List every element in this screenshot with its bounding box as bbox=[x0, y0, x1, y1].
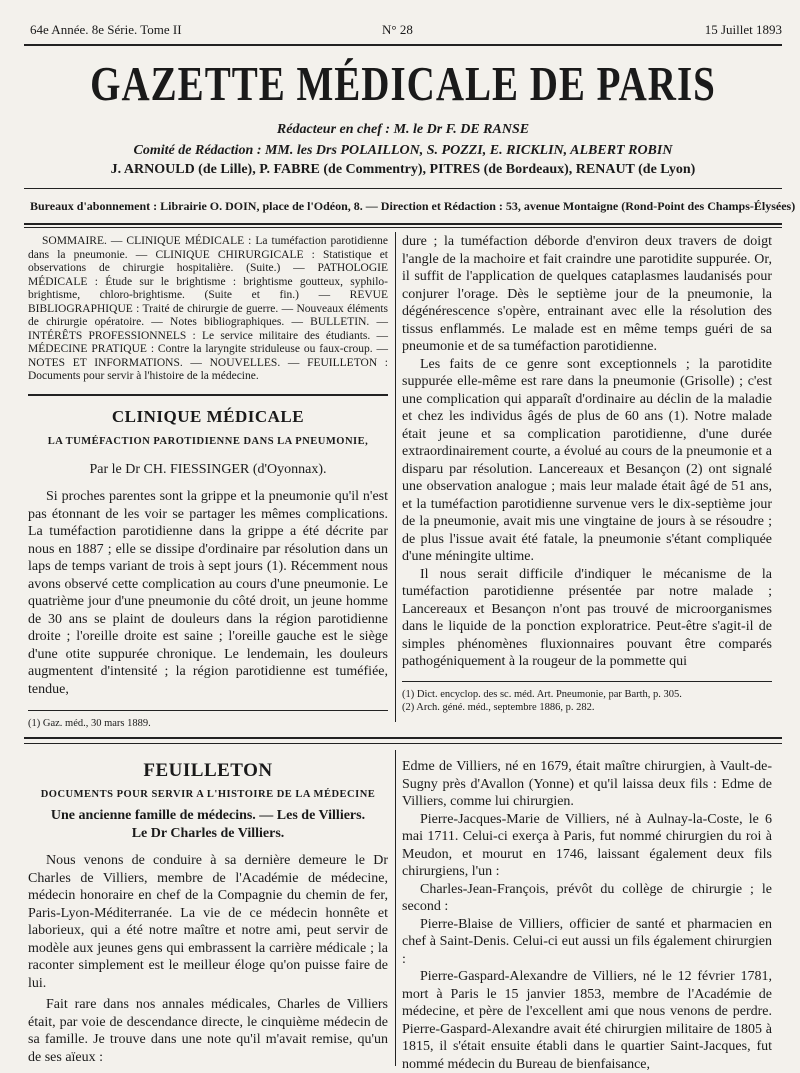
sommaire-rule bbox=[28, 394, 388, 396]
issue-number: N° 28 bbox=[382, 22, 413, 37]
subscription-rule-top bbox=[24, 188, 782, 189]
subscription-rule-bottom bbox=[24, 223, 782, 225]
section-title-clinique: CLINIQUE MÉDICALE bbox=[111, 406, 305, 426]
feuilleton-right-column bbox=[402, 758, 772, 1073]
issue-info: 64e Année. 8e Série. Tome II bbox=[30, 22, 182, 37]
clinique-right-paragraph-2: Les faits de ce genre sont exceptionnels ; la parotidite suppurée elle-même est rare dans la pneumonie (Grisolle) ; c'est une complication qui apparaît d'ordinaire au déclin de la maladie et chez les individus âgés de plus de 60 ans (1). Notre malade était jeune et sa complication parotidienne, d'une durée extraordinairement courte, a évolué au cours de la pneumonie et a disparu par résolution. Lancereaux et Besançon (2) ont signalé une observation analogue ; mais leur malade était âgé de 51 ans, et la tuméfaction parotidienne survenue vers le dix-septième jour de la pneumonie, avait mis une vingtaine de jours à se résoudre ; de plus l'issue avait été fatale, la pneumonie s'étant compliquée d'une méningite ultime. bbox=[402, 356, 772, 564]
editor-line: Rédacteur en chef : M. le Dr F. DE RANSE bbox=[276, 122, 530, 137]
feuilleton-right-paragraph-2: Pierre-Jacques-Marie de Villiers, né à Aulnay-la-Coste, le 6 mai 1711. Celui-ci exerça à Paris, fut nommé chirurgien du roi à Meudon, et mourut en 1746, laissant également deux fils chirurgiens, l'un : bbox=[402, 811, 772, 879]
clinique-paragraph-1: Si proches parentes sont la grippe et la pneumonie qu'il n'est pas étonnant de les voir se partager les mêmes complications. La tuméfaction parotidienne dans la grippe a été décrite par nous en 1887 ; elle se dissipe d'ordinaire par résolution dans un laps de temps variant de trois à sept jours (1). Récemment nous avons observé cette complication au cours d'une pneumonie. Le quatrième jour d'une pneumonie du côté droit, un jeune homme de 30 ans se plaint de douleurs dans la région parotidienne droite ; l'oreille droite est saine ; l'oreille gauche est le siège d'une otite suppurée chronique. Le lendemain, les douleurs augmentent d'intensité ; la région parotidienne est tuméfiée, tendue, bbox=[28, 489, 388, 697]
feuilleton-right-paragraph-1: Edme de Villiers, né en 1679, était maître chirurgien, à Vault-de-Sugny près d'Avallon (Yonne) et qu'il laissa deux fils : Edme de Villiers, comme lui chirurgien. bbox=[402, 759, 772, 809]
subscription-rule-bottom-2 bbox=[24, 227, 782, 228]
issue-header-line bbox=[30, 22, 782, 42]
masthead-title: GAZETTE MÉDICALE DE PARIS bbox=[90, 57, 716, 111]
article-title: LA TUMÉFACTION PAROTIDIENNE DANS LA PNEUMONIE, bbox=[47, 436, 369, 447]
feuilleton-right-paragraph-3: Charles-Jean-François, prévôt du collège de chirurgie ; le second : bbox=[402, 881, 772, 914]
clinique-right-paragraph-3: Il nous serait difficile d'indiquer le mécanisme de la tuméfaction parotidienne présentée par notre malade ; Lancereaux et Besançon n'ont pas trouvé de microorganismes dans le liquide de la ponction exploratrice. Peut-être s'agit-il de simples phénomènes fluxionnaires pouvant être comparés pathogéniquement à la rougeur de la pommette qui bbox=[402, 566, 772, 669]
feuilleton-paragraph-2: Fait rare dans nos annales médicales, Charles de Villiers était, par voie de descendance directe, le cinquième médecin de sa famille. Je trouve dans une note qu'il m'avait remise, qu'un de ses aïeux : bbox=[28, 997, 388, 1065]
column-divider-bottom bbox=[395, 750, 396, 1066]
feuilleton-rule-1 bbox=[24, 737, 782, 739]
section-title-feuilleton: FEUILLETON bbox=[143, 760, 273, 781]
column-divider-top bbox=[395, 232, 396, 722]
issue-date: 15 Juillet 1893 bbox=[704, 22, 782, 37]
right-column-top bbox=[402, 233, 772, 714]
sommaire: SOMMAIRE. — CLINIQUE MÉDICALE : La tuméfaction parotidienne dans la pneumonie. — CLINIQUE CHIRURGICALE : Statistique et observations de chirurgie hospitalière. (Suite.) — PATHOLOGIE MÉDICALE : Étude sur le brightisme : brightisme goutteux, syphilo-brightisme, chloro-brightisme. (Suite et fin.) — REVUE BIBLIOGRAPHIQUE : Traité de chirurgie de guerre. — Nouveaux éléments de chirurgie opératoire. — Notes bibliographiques. — BULLETIN. — INTÉRÊTS PROFESSIONNELS : Le service militaire des étudiants. — MÉDECINE PRATIQUE : Contre la laryngite striduleuse ou faux-croup. — NOTES ET INFORMATIONS. — NOUVELLES. — FEUILLETON : Documents pour servir à l'histoire de la médecine. bbox=[28, 235, 388, 382]
clinique-right-paragraph-1: dure ; la tuméfaction déborde d'environ deux travers de doigt l'angle de la machoire et fait craindre une parotidite suppurée. Or, il suffit de l'application de quelques cataplasmes laudanisés pour conjurer l'orage. Dès le septième jour de la pneumonie, la dégénérescence s'opère, entrainant avec elle la résolution des tissus enflammés. Le malade est en même temps guéri de sa pneumonie et de sa tuméfaction parotidienne. bbox=[402, 234, 772, 354]
subscription-line: Bureaux d'abonnement : Librairie O. DOIN, place de l'Odéon, 8. — Direction et Rédaction : 53, avenue Montaigne (Rond-Point des Champs-Élysées) bbox=[30, 199, 796, 213]
committee-line-1: Comité de Rédaction : MM. les Drs POLAILLON, S. POZZI, E. RICKLIN, ALBERT ROBIN bbox=[133, 143, 673, 158]
article-byline: Par le Dr CH. FIESSINGER (d'Oyonnax). bbox=[89, 461, 327, 477]
feuilleton-right-paragraph-5: Pierre-Gaspard-Alexandre de Villiers, né le 12 février 1781, mort à Paris le 15 janvier 1853, membre de l'Académie de médecine, et père de l'excellent ami que nous venons de perdre. Pierre-Gaspard-Alexandre avait été chirurgien militaire de 1805 à 1815, il s'était ensuite établi dans le quartier Saint-Jacques, fut nommé médecin du Bureau de bienfaisance, bbox=[402, 969, 772, 1072]
feuilleton-caps-title: DOCUMENTS POUR SERVIR A L'HISTOIRE DE LA MÉDECINE bbox=[40, 788, 376, 800]
right-footnote-2: (2) Arch. géné. méd., septembre 1886, p. 282. bbox=[402, 701, 595, 713]
header-rule bbox=[24, 44, 782, 46]
feuilleton-left-column bbox=[28, 760, 388, 1066]
feuilleton-rule-2 bbox=[24, 743, 782, 744]
footnote: (1) Gaz. méd., 30 mars 1889. bbox=[28, 718, 151, 729]
feuilleton-headline-1: Une ancienne famille de médecins. — Les de Villiers. bbox=[50, 808, 366, 823]
feuilleton-paragraph-1: Nous venons de conduire à sa dernière demeure le Dr Charles de Villiers, membre de l'Académie de médecine, médecin honoraire en chef de la Compagnie du chemin de fer, Paris-Lyon-Méditerranée. La vie de ce médecin honnête et laborieux, qui a été notre maître et notre ami, peut servir de modèle aux jeunes gens qui embrassent la carrière médicale ; la raconter simplement est le meilleur éloge qu'on puisse faire de lui. bbox=[28, 853, 388, 991]
committee-line-2: J. ARNOULD (de Lille), P. FABRE (de Commentry), PITRES (de Bordeaux), RENAUT (de Lyon) bbox=[110, 162, 696, 177]
left-column-top bbox=[28, 235, 388, 730]
feuilleton-right-paragraph-4: Pierre-Blaise de Villiers, officier de santé et pharmacien en chef à Saint-Denis. Celui-ci eut aussi un fils également chirurgien : bbox=[402, 916, 772, 967]
right-footnote-1: (1) Dict. encyclop. des sc. méd. Art. Pneumonie, par Barth, p. 305. bbox=[402, 688, 682, 700]
right-footnote-rule bbox=[402, 681, 772, 682]
footnote-rule bbox=[28, 710, 388, 711]
feuilleton-headline-2: Le Dr Charles de Villiers. bbox=[131, 825, 285, 841]
